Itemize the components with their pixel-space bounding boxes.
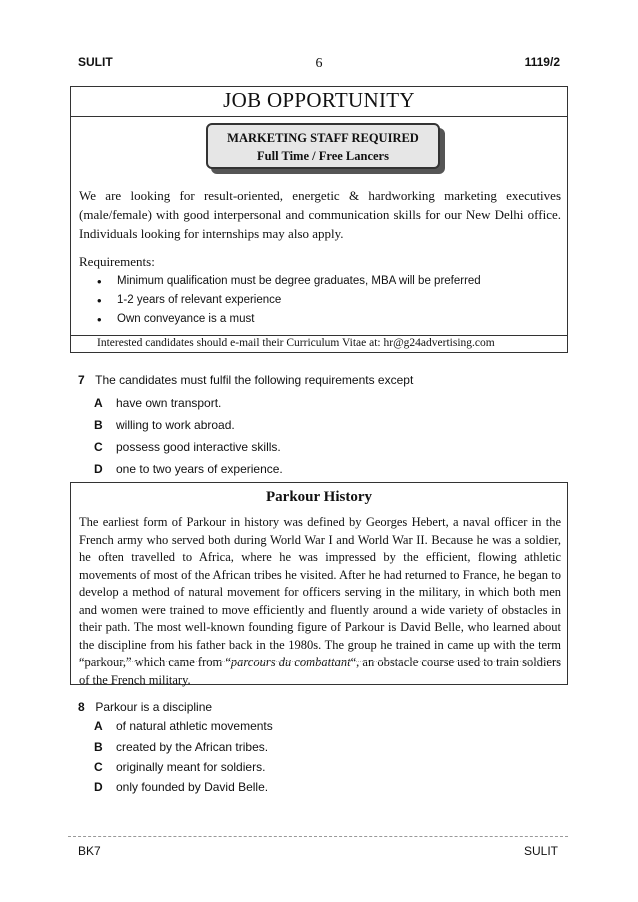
question-number: 8 [78, 700, 85, 714]
job-title-divider [71, 116, 567, 117]
passage-underline [79, 661, 561, 662]
job-title: JOB OPPORTUNITY [223, 88, 415, 112]
requirement-item: • Minimum qualification must be degree graduates, MBA will be preferred [97, 274, 481, 289]
passage-text: The earliest form of Parkour in history was defined by Georges Hebert, a naval officer in the French army who served both during World War I and World War II. Because he was a soldier, he often travelled to Africa, where he was impressed by the efficient, flowing athletic movements of most of the African tribes he visited. After he had returned to France, he began to develop a method of natural movement for officers serving in the military, in which both men and women were trained to move efficiently and fluently around a wide variety of obstacles in their path. The most well-known founding figure of Parkour is David Belle, who learned about the discipline from his father back in the 1980s. The group he trained in came up with the term “parkour,” which came from “parcours du combattant“, an obstacle course used to train soldiers of the French military. [79, 515, 562, 687]
q7-option-b: B willing to work abroad. [94, 418, 235, 432]
q7-option-a: A have own transport. [94, 396, 222, 410]
header-left: SULIT [78, 55, 113, 69]
banner-line1: MARKETING STAFF REQUIRED [227, 131, 419, 145]
bullet-icon: • [97, 312, 102, 327]
question-8 [78, 700, 212, 714]
bullet-icon: • [97, 293, 102, 308]
banner-line2: Full Time / Free Lancers [257, 149, 389, 163]
question-text: The candidates must fulfil the following requirements except [95, 373, 414, 387]
q8-option-d: D only founded by David Belle. [94, 780, 269, 794]
job-advert-box [70, 86, 568, 353]
q7-option-d: D one to two years of experience. [94, 462, 283, 476]
q8-option-c: C originally meant for soldiers. [94, 760, 266, 774]
footer-right: SULIT [523, 844, 558, 858]
parkour-passage-box [70, 482, 568, 685]
q8-option-a: A of natural athletic movements [94, 719, 273, 733]
q7-option-c: C possess good interactive skills. [94, 440, 281, 454]
job-banner [206, 123, 440, 169]
q8-option-b: B created by the African tribes. [94, 740, 269, 754]
bullet-icon: • [97, 274, 102, 289]
requirements-label: Requirements: [79, 254, 155, 269]
job-footer-divider [71, 335, 567, 336]
requirements-list [93, 272, 481, 329]
page-number: 6 [315, 56, 323, 71]
question-text: Parkour is a discipline [95, 700, 213, 714]
job-description: We are looking for result-oriented, energetic & hardworking marketing executives (male/female) with good interpersonal and communication skills for our New Delhi office. Individuals looking for internships may also apply. [79, 188, 561, 241]
header-right: 1119/2 [524, 55, 560, 69]
requirement-item: • Own conveyance is a must [97, 312, 255, 327]
footer-left: BK7 [78, 844, 101, 858]
question-number: 7 [78, 373, 85, 387]
passage-title: Parkour History [266, 489, 372, 505]
job-contact-line: Interested candidates should e-mail their Curriculum Vitae at: hr@g24advertising.com [97, 337, 495, 349]
requirement-item: • 1-2 years of relevant experience [97, 293, 282, 308]
footer-divider [68, 836, 568, 837]
question-7 [78, 373, 413, 387]
